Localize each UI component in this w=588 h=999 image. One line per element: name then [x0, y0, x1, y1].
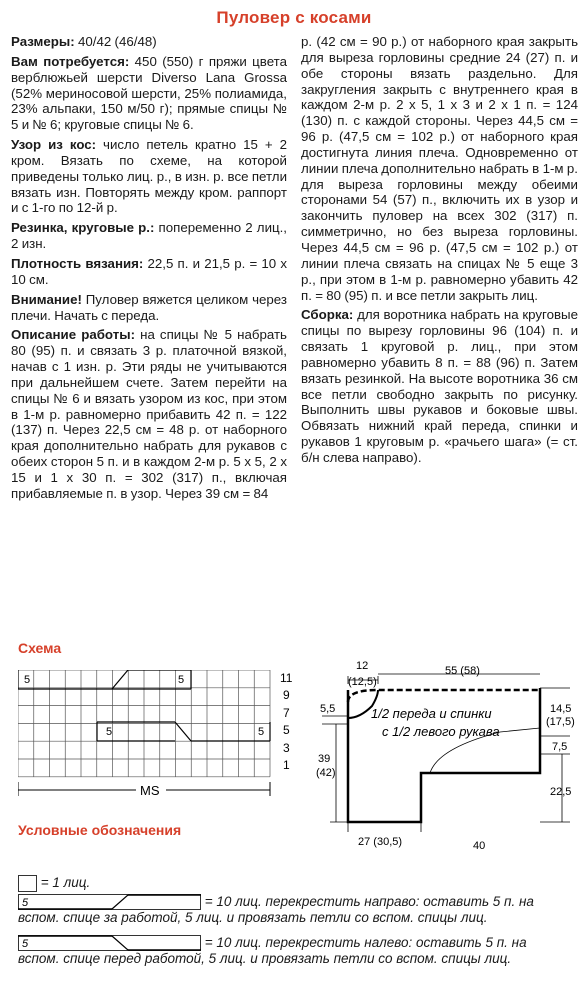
- dim-top-neck: 12: [356, 660, 369, 672]
- chart-label-5: 5: [178, 674, 185, 686]
- page-title: Пуловер с косами: [216, 8, 372, 27]
- svg-text:5: 5: [22, 938, 29, 951]
- row-number: 7: [283, 706, 290, 720]
- cross-left-symbol-icon: [18, 935, 201, 951]
- schematic-caption-line1: 1/2 переда и спинки: [371, 706, 492, 721]
- dim-right-bottom: 22,5: [550, 786, 572, 798]
- schematic-caption-line2: с 1/2 левого рукава: [382, 724, 500, 739]
- paragraph-description: Описание работы: на спицы № 5 набрать 80 (95) п. и связать 3 р. платочной вязкой, начав с 1 изн. р. Эти ряды не учитываются при дальнейшем счете. Затем перейти на спицы № 6 и вязать узором из кос, при этом в 1-м р. равномерно прибавить 42 п. = 122 (137) п. Через 22,5 см = 48 р. от наборного края дополнительно набрать для рукавов с обеих сторон 5 п. и в каждом 2-м р. 5 х 5, 2 х 15 и 1 х 30 п. = 302 (317) п., включая прибавляемые п. в узор. Через 39 см = 84: [11, 327, 287, 501]
- row-number: 5: [283, 723, 290, 737]
- garment-schematic: [300, 660, 588, 860]
- ms-label: MS: [140, 783, 160, 798]
- legend-knit: [18, 875, 90, 892]
- paragraph-attention: Внимание! Пуловер вяжется целиком через плечи. Начать с переда.: [11, 291, 287, 323]
- instructions-right-column: [301, 34, 578, 470]
- row-number: 11: [280, 671, 293, 685]
- cable-cross-top: [18, 670, 191, 689]
- row-number: 3: [283, 741, 290, 755]
- paragraph-cable-pattern: Узор из кос: число петель кратно 15 + 2 кром. Вязать по схеме, на которой приведены только лиц. р., в изн. р. все петли вязать изн. Повторять между кром. раппорт и с 1-го по 12-й р.: [11, 137, 287, 216]
- dim-bottom-body: 27 (30,5): [358, 836, 403, 848]
- legend-cross-left-text: = 10 лиц. перекрестить налево: оставить 5 п. на вспом. спице перед работой, 5 лиц. и провязать петли со вспом. спицы лиц.: [18, 935, 527, 967]
- ms-bracket: [18, 782, 270, 798]
- legend-cross-right: [18, 894, 568, 926]
- row-number: 9: [283, 688, 290, 702]
- cable-cross-bottom: [97, 722, 270, 741]
- dim-top-neck-alt: (12,5): [348, 676, 377, 688]
- row-number: 1: [283, 758, 290, 772]
- dim-top-sleeve: 55 (58): [445, 665, 480, 677]
- schema-heading: Схема: [18, 640, 62, 656]
- legend-heading: Условные обозначения: [18, 822, 182, 838]
- legend-cross-left: [18, 935, 568, 967]
- paragraph-sizes: Размеры: 40/42 (46/48): [11, 34, 157, 49]
- cross-right-symbol-icon: [18, 894, 201, 910]
- row-numbers: [280, 671, 293, 772]
- paragraph-gauge: Плотность вязания: 22,5 п. и 21,5 р. = 10 х 10 см.: [11, 255, 288, 287]
- paragraph-materials: Вам потребуется: 450 (550) г пряжи цвета верблюжьей шерсти Diverso Lana Grossa (52% мериносовой шерсти, 25% полиамида, 23% альпаки, 150 м/50 г); прямые спицы № 5 и № 6; круговые спицы № 6.: [11, 53, 287, 133]
- cable-chart: [18, 670, 308, 810]
- paragraph-continuation: р. (42 см = 90 р.) от наборного края закрыть для выреза горловины средние 24 (27) п. и обе стороны вязать раздельно. Для закругления закрыть с внутреннего края в каждом 2-м р. 2 х 5, 1 х 3 и 2 х 1 п. = 124 (130) п. с каждой стороны. Через 44,5 см = 96 р. (47,5 см = 102 р.) от наборного края достигнута линия плеча. Одновременно от линии плеча дополнительно набрать в 1-м р. для выреза горловины между обеими сторонами 54 (57) п., включить их в узор и закончить пуловер на всех 302 (317) п. симметрично, но без выреза горловины. Через 44,5 см = 96 р. (47,5 см = 102 р.) от линии плеча связать на спицах № 5 еще 3 р., при этом в 1-м р. равномерно убавить 42 п. = 80 (95) п. и все петли закрыть лиц.: [301, 34, 578, 303]
- dim-right-top-alt: (17,5): [546, 716, 575, 728]
- knit-symbol-icon: [18, 875, 37, 892]
- legend-knit-text: = 1 лиц.: [40, 875, 91, 891]
- dim-right-top: 14,5: [550, 703, 572, 715]
- dim-right-mid: 7,5: [552, 741, 568, 753]
- chart-grid: [18, 670, 270, 777]
- legend-cross-right-text: = 10 лиц. перекрестить направо: оставить 5 п. на вспом. спице за работой, 5 лиц. и провязать петли со вспом. спицы лиц.: [18, 894, 534, 926]
- instructions-left-column: [11, 34, 287, 506]
- dim-left-body-alt: (42): [316, 767, 336, 779]
- svg-text:5: 5: [22, 897, 29, 910]
- paragraph-assembly: Сборка: для воротника набрать на круговые спицы по вырезу горловины 96 (104) п. и связать 1 круговой р. лиц., при этом равномерно убавить 8 п. = 88 (96) п. Затем вязать резинкой. На высоте воротника 36 см все петли свободно закрыть по рисунку. Выполнить швы рукавов и боковые швы. Обвязать нижний край переда, спинки и рукавов 1 круговым р. «рачьего шага» (= ст. б/н слева направо).: [301, 307, 578, 465]
- dim-bottom-sleeve: 40: [473, 840, 486, 852]
- chart-label-5: 5: [106, 726, 113, 738]
- dim-left-body: 39: [318, 753, 331, 765]
- dim-left-neck: 5,5: [320, 703, 336, 715]
- paragraph-rib: Резинка, круговые р.: попеременно 2 лиц., 2 изн.: [11, 220, 288, 252]
- chart-label-5: 5: [258, 726, 265, 738]
- chart-label-5: 5: [24, 674, 31, 686]
